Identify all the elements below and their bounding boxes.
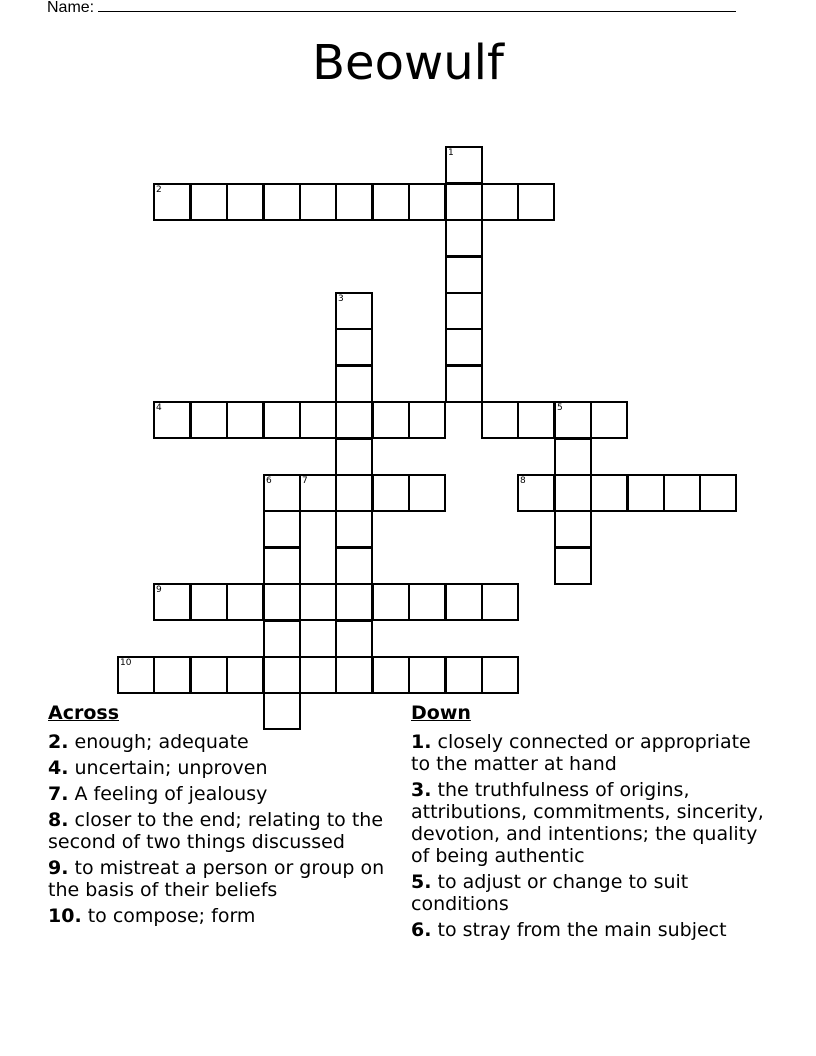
grid-cell[interactable] [517, 401, 555, 439]
grid-cell[interactable] [445, 656, 483, 694]
grid-cell[interactable] [408, 183, 446, 221]
across-clue: 4. uncertain; unproven [48, 757, 268, 779]
grid-cell[interactable] [226, 656, 264, 694]
down-clue: 3. the truthfulness of origins, attributions, commitments, sincerity, devotion, and intentions; the quality of being authentic [411, 779, 764, 867]
grid-cell[interactable] [445, 292, 483, 330]
grid-cell[interactable] [554, 510, 592, 548]
down-clue: 1. closely connected or appropriate to the matter at hand [411, 731, 751, 775]
clue-number: 9 [156, 585, 162, 595]
grid-cell[interactable] [190, 401, 228, 439]
grid-cell[interactable] [408, 583, 446, 621]
grid-cell[interactable] [263, 620, 301, 658]
grid-cell[interactable] [445, 219, 483, 257]
clue-number: 7 [302, 476, 308, 486]
grid-cell[interactable] [627, 474, 665, 512]
grid-cell[interactable] [299, 656, 337, 694]
grid-cell[interactable] [590, 474, 628, 512]
across-clue: 7. A feeling of jealousy [48, 783, 268, 805]
grid-cell[interactable] [335, 510, 373, 548]
grid-cell[interactable] [372, 183, 410, 221]
grid-cell[interactable] [335, 474, 373, 512]
grid-cell[interactable] [335, 656, 373, 694]
grid-cell[interactable] [263, 656, 301, 694]
grid-cell[interactable] [153, 656, 191, 694]
grid-cell[interactable] [263, 474, 301, 512]
across-clue: 8. closer to the end; relating to the second of two things discussed [48, 809, 384, 853]
grid-cell[interactable] [372, 583, 410, 621]
grid-cell[interactable] [335, 583, 373, 621]
grid-cell[interactable] [481, 656, 519, 694]
grid-cell[interactable] [408, 474, 446, 512]
across-clue: 2. enough; adequate [48, 731, 249, 753]
grid-cell[interactable] [335, 292, 373, 330]
down-clue: 6. to stray from the main subject [411, 919, 727, 941]
grid-cell[interactable] [408, 401, 446, 439]
clue-number: 3 [338, 294, 344, 304]
grid-cell[interactable] [517, 183, 555, 221]
grid-cell[interactable] [299, 474, 337, 512]
across-heading: Across [48, 702, 120, 724]
across-clue: 9. to mistreat a person or group on the basis of their beliefs [48, 857, 385, 901]
grid-cell[interactable] [335, 401, 373, 439]
grid-cell[interactable] [554, 547, 592, 585]
grid-cell[interactable] [554, 474, 592, 512]
grid-cell[interactable] [445, 583, 483, 621]
grid-cell[interactable] [263, 583, 301, 621]
grid-cell[interactable] [263, 547, 301, 585]
grid-cell[interactable] [663, 474, 701, 512]
grid-cell[interactable] [445, 328, 483, 366]
grid-cell[interactable] [481, 583, 519, 621]
grid-cell[interactable] [554, 401, 592, 439]
grid-cell[interactable] [481, 183, 519, 221]
grid-cell[interactable] [153, 401, 191, 439]
grid-cell[interactable] [554, 438, 592, 476]
grid-cell[interactable] [226, 183, 264, 221]
grid-cell[interactable] [153, 583, 191, 621]
grid-cell[interactable] [372, 401, 410, 439]
grid-cell[interactable] [517, 474, 555, 512]
grid-cell[interactable] [699, 474, 737, 512]
grid-cell[interactable] [226, 583, 264, 621]
grid-cell[interactable] [263, 401, 301, 439]
grid-cell[interactable] [190, 583, 228, 621]
grid-cell[interactable] [372, 656, 410, 694]
grid-cell[interactable] [299, 583, 337, 621]
grid-cell[interactable] [226, 401, 264, 439]
grid-cell[interactable] [590, 401, 628, 439]
grid-cell[interactable] [299, 401, 337, 439]
across-clue: 10. to compose; form [48, 905, 256, 927]
grid-cell[interactable] [335, 183, 373, 221]
grid-cell[interactable] [335, 365, 373, 403]
clue-number: 4 [156, 403, 162, 413]
grid-cell[interactable] [335, 620, 373, 658]
down-clues [411, 701, 771, 945]
clue-number: 8 [520, 476, 526, 486]
name-label: Name: [47, 0, 95, 16]
clue-number: 10 [120, 658, 132, 668]
page-title: Beowulf [312, 35, 504, 91]
grid-cell[interactable] [117, 656, 155, 694]
clue-number: 6 [266, 476, 272, 486]
grid-cell[interactable] [372, 474, 410, 512]
grid-cell[interactable] [190, 656, 228, 694]
grid-cell[interactable] [335, 547, 373, 585]
grid-cell[interactable] [445, 256, 483, 294]
grid-cell[interactable] [445, 183, 483, 221]
grid-cell[interactable] [190, 183, 228, 221]
grid-cell[interactable] [299, 183, 337, 221]
grid-cell[interactable] [335, 328, 373, 366]
grid-cell[interactable] [445, 365, 483, 403]
down-heading: Down [411, 702, 471, 724]
across-clues [48, 701, 398, 931]
clue-number: 5 [557, 403, 563, 413]
clue-number: 2 [156, 185, 162, 195]
grid-cell[interactable] [335, 438, 373, 476]
grid-cell[interactable] [408, 656, 446, 694]
clue-number: 1 [448, 148, 454, 158]
grid-cell[interactable] [263, 183, 301, 221]
down-clue: 5. to adjust or change to suit conditions [411, 871, 689, 915]
grid-cell[interactable] [263, 510, 301, 548]
grid-cell[interactable] [153, 183, 191, 221]
grid-cell[interactable] [445, 146, 483, 184]
grid-cell[interactable] [481, 401, 519, 439]
